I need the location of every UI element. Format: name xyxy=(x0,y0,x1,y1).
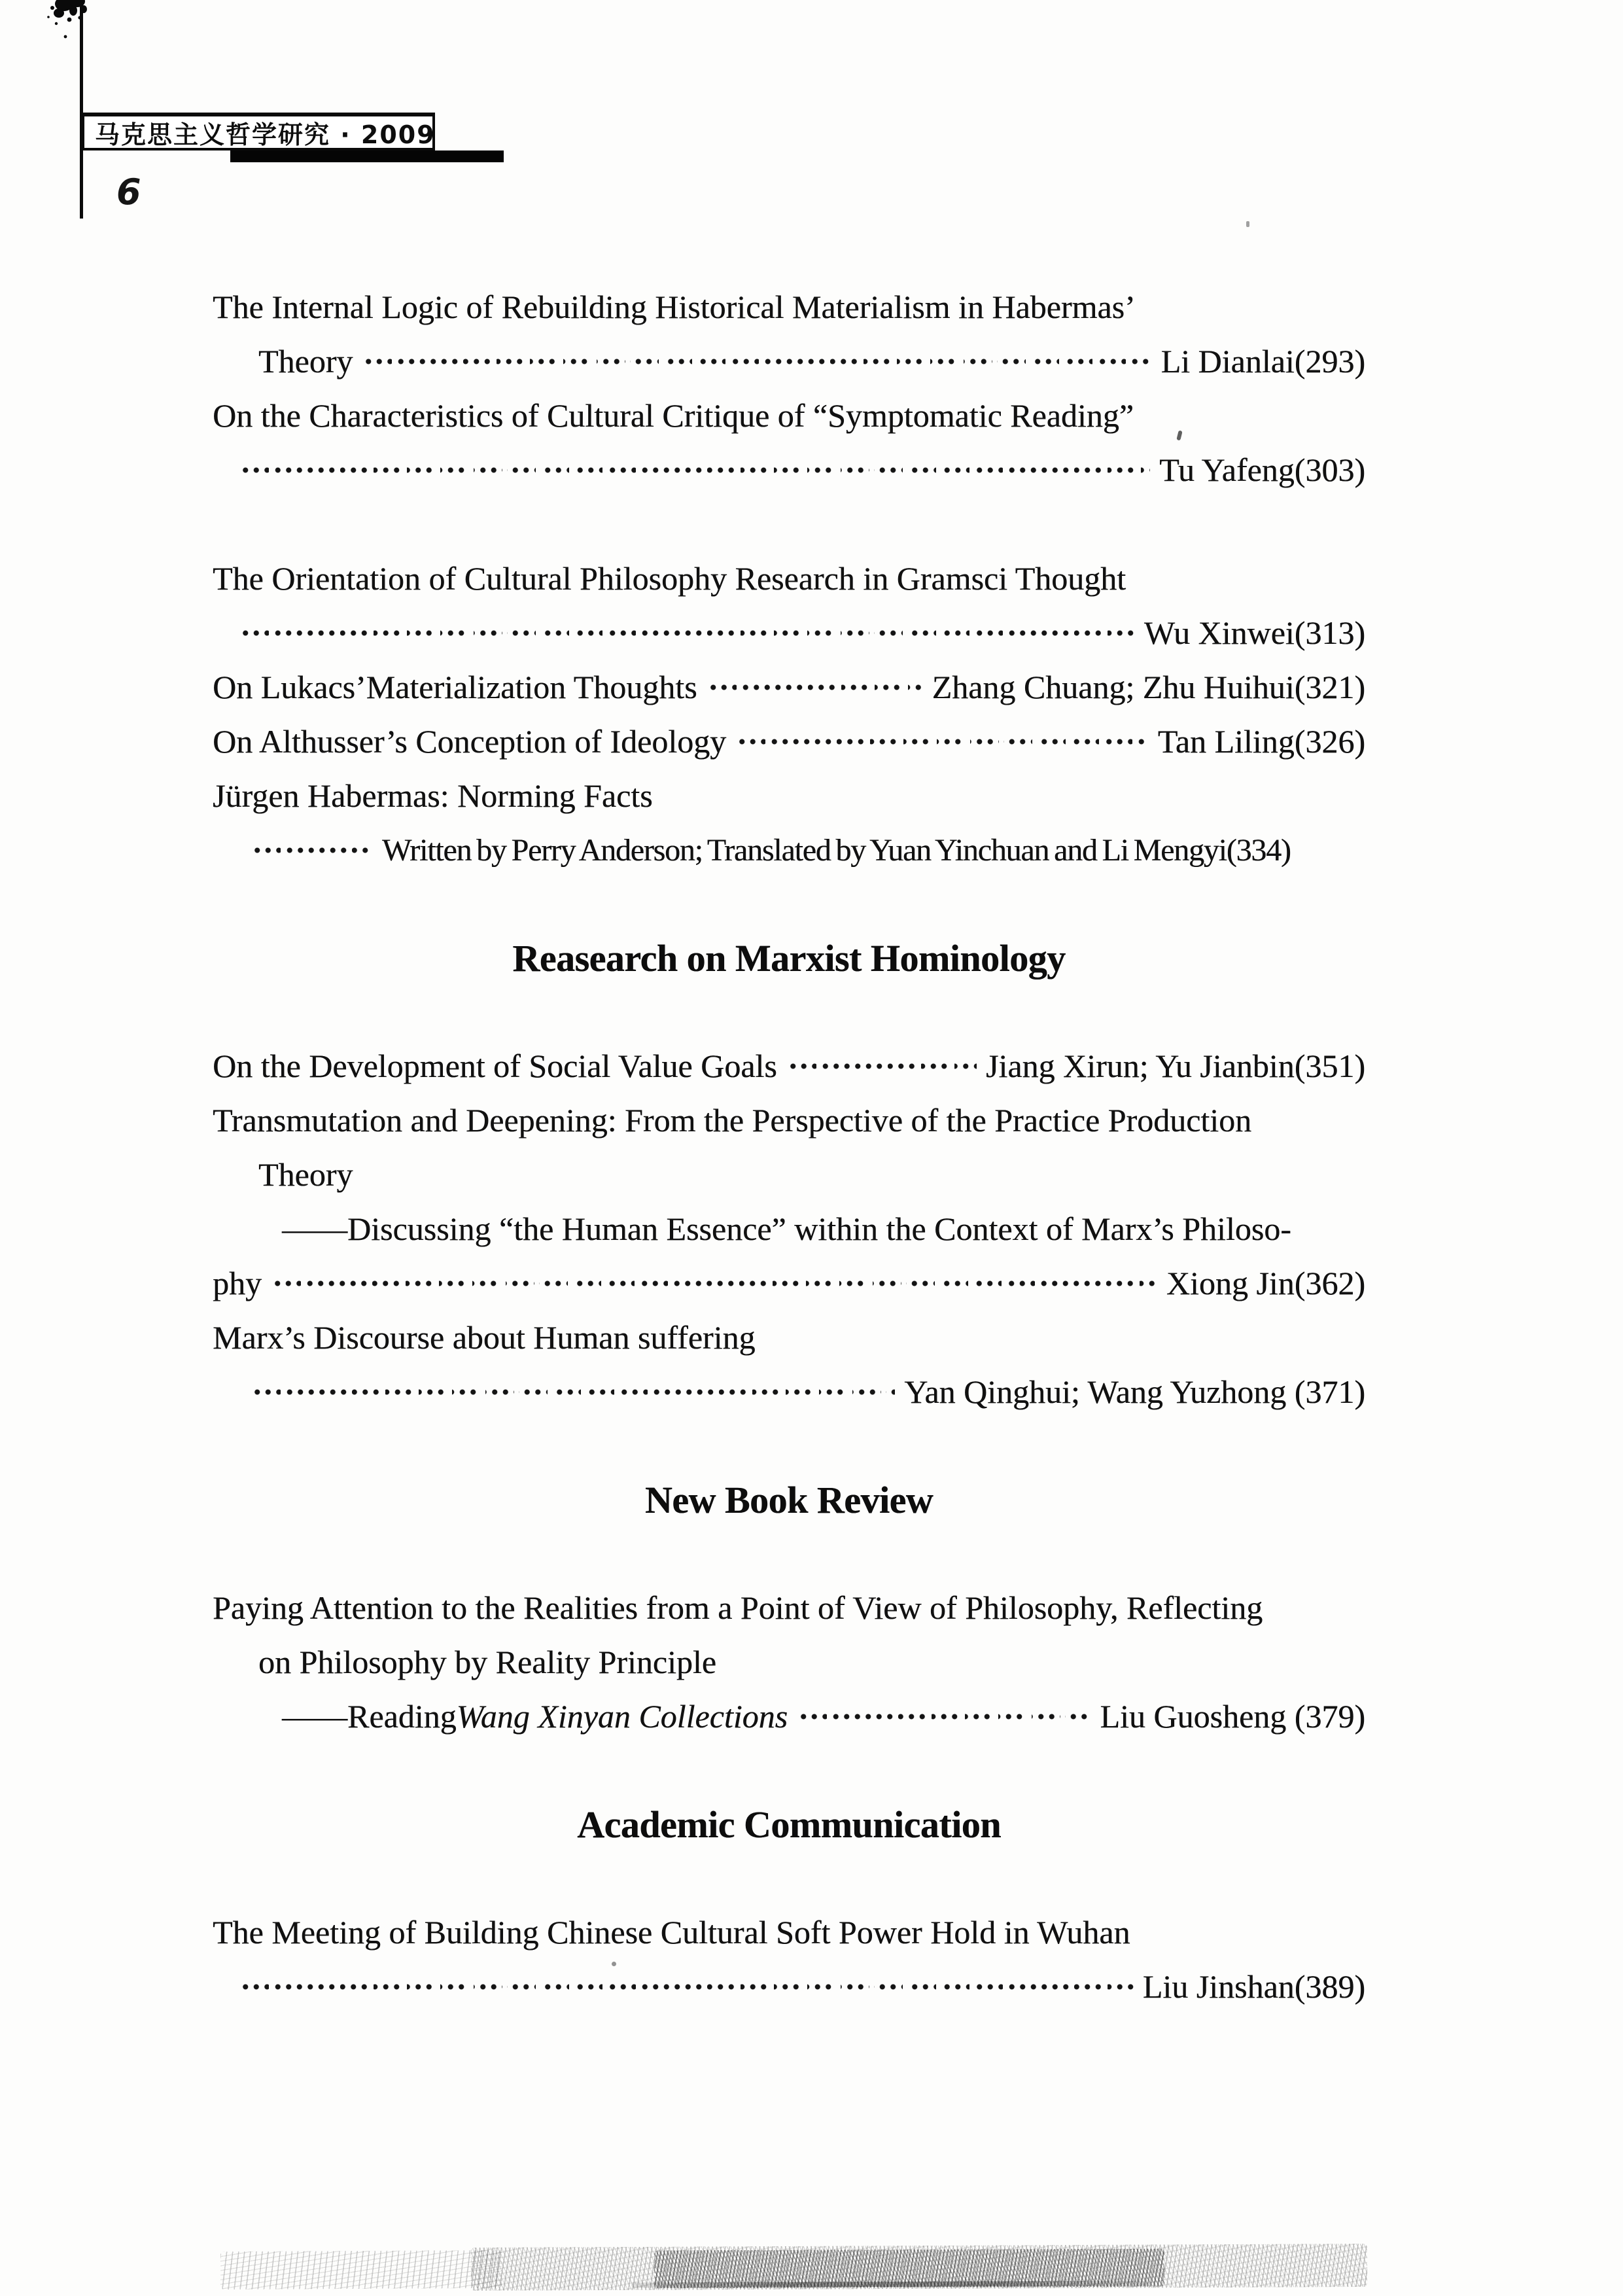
author-page-ref: Tu Yafeng(303) xyxy=(1159,451,1365,488)
entry-title-text: Written by Perry Anderson; Translated by Yuan Yinchuan and Li Mengyi(334) xyxy=(382,833,1291,868)
leader-dots xyxy=(363,334,1151,389)
toc-line xyxy=(213,389,1365,443)
leader-dots xyxy=(252,1365,895,1419)
journal-banner-box xyxy=(82,113,435,150)
entry-title-text: phy xyxy=(213,1265,262,1301)
entry-title-text: ——Reading xyxy=(282,1698,457,1735)
author-page-ref: Xiong Jin(362) xyxy=(1166,1265,1365,1301)
author-page-ref: Zhang Chuang; Zhu Huihui(321) xyxy=(932,669,1365,705)
scan-speck xyxy=(1246,221,1249,227)
entry-title-text: ——Discussing “the Human Essence” within the Context of Marx’s Philoso- xyxy=(282,1210,1291,1247)
entry-title-text: on Philosophy by Reality Principle xyxy=(258,1644,716,1680)
section-heading: Reasearch on Marxist Hominology xyxy=(512,937,1066,980)
entry-title-text: The Internal Logic of Rebuilding Historical Materialism in Habermas’ xyxy=(213,289,1136,325)
book-title-italic: Wang Xinyan Collections xyxy=(456,1698,788,1735)
leader-dots xyxy=(272,1256,1157,1311)
leader-dots xyxy=(798,1689,1091,1744)
leader-dots xyxy=(252,823,373,877)
banner-underline-bar xyxy=(230,150,504,162)
page-number: 6 xyxy=(116,171,141,213)
toc-line xyxy=(213,1581,1365,1635)
entry-title-text: Paying Attention to the Realities from a Point of View of Philosophy, Reflecting xyxy=(213,1589,1263,1626)
ink-blot xyxy=(39,0,118,42)
left-margin-rule xyxy=(80,3,83,219)
entry-title-text: On Althusser’s Conception of Ideology xyxy=(213,723,727,760)
section-heading: Academic Communication xyxy=(577,1803,1001,1846)
journal-banner-text: 马克思主义哲学研究 · 2009 xyxy=(95,120,436,149)
leader-dots xyxy=(788,1039,977,1093)
entry-title-text: The Meeting of Building Chinese Cultural Soft Power Hold in Wuhan xyxy=(213,1914,1130,1951)
entry-title-text: On the Development of Social Value Goals xyxy=(213,1048,777,1084)
entry-title-text: On the Characteristics of Cultural Critique of “Symptomatic Reading” xyxy=(213,397,1134,434)
author-page-ref: Wu Xinwei(313) xyxy=(1143,614,1365,651)
toc-line xyxy=(213,715,1365,769)
toc-line xyxy=(213,1093,1365,1148)
toc-line xyxy=(213,1365,1365,1419)
toc-line xyxy=(213,1635,1365,1689)
toc-line xyxy=(213,660,1365,715)
toc-line xyxy=(213,280,1365,334)
toc-line xyxy=(213,334,1365,389)
entry-title-text: The Orientation of Cultural Philosophy Research in Gramsci Thought xyxy=(213,560,1126,597)
leader-dots xyxy=(240,443,1150,497)
toc-line xyxy=(213,552,1365,606)
toc-line xyxy=(213,1905,1365,1960)
scan-noise-band xyxy=(220,2250,502,2289)
author-page-ref: Tan Liling(326) xyxy=(1157,723,1365,760)
author-page-ref: Jiang Xirun; Yu Jianbin(351) xyxy=(985,1048,1365,1084)
entry-title-text: On Lukacs’Materialization Thoughts xyxy=(213,669,697,705)
author-page-ref: Liu Jinshan(389) xyxy=(1142,1968,1365,2005)
leader-dots xyxy=(708,660,923,715)
toc-line xyxy=(213,443,1365,497)
entry-title-text: Theory xyxy=(258,343,353,380)
block-gap xyxy=(213,497,1365,552)
toc-line xyxy=(213,1256,1365,1311)
toc-line xyxy=(213,1148,1365,1202)
section-heading: New Book Review xyxy=(644,1479,934,1521)
leader-dots xyxy=(737,715,1149,769)
toc-line xyxy=(213,606,1365,660)
author-page-ref: Yan Qinghui; Wang Yuzhong (371) xyxy=(904,1373,1365,1410)
entry-title-text: Theory xyxy=(258,1156,353,1193)
author-page-ref: Liu Guosheng (379) xyxy=(1100,1698,1365,1735)
toc-line xyxy=(213,769,1365,823)
entry-title-text: Transmutation and Deepening: From the Perspective of the Practice Production xyxy=(213,1102,1252,1139)
toc xyxy=(213,280,1365,2014)
entry-title-text: Jürgen Habermas: Norming Facts xyxy=(213,777,653,814)
leader-dots xyxy=(240,606,1135,660)
toc-line xyxy=(213,1202,1365,1256)
entry-title-text: Marx’s Discourse about Human suffering xyxy=(213,1319,756,1356)
leader-dots xyxy=(240,1960,1134,2014)
author-page-ref: Li Dianlai(293) xyxy=(1161,343,1365,380)
toc-line xyxy=(213,1960,1365,2014)
scan-speck xyxy=(612,1962,616,1966)
toc-line xyxy=(213,1311,1365,1365)
toc-line xyxy=(213,1689,1365,1744)
toc-line xyxy=(213,1039,1365,1093)
toc-line xyxy=(213,823,1365,877)
